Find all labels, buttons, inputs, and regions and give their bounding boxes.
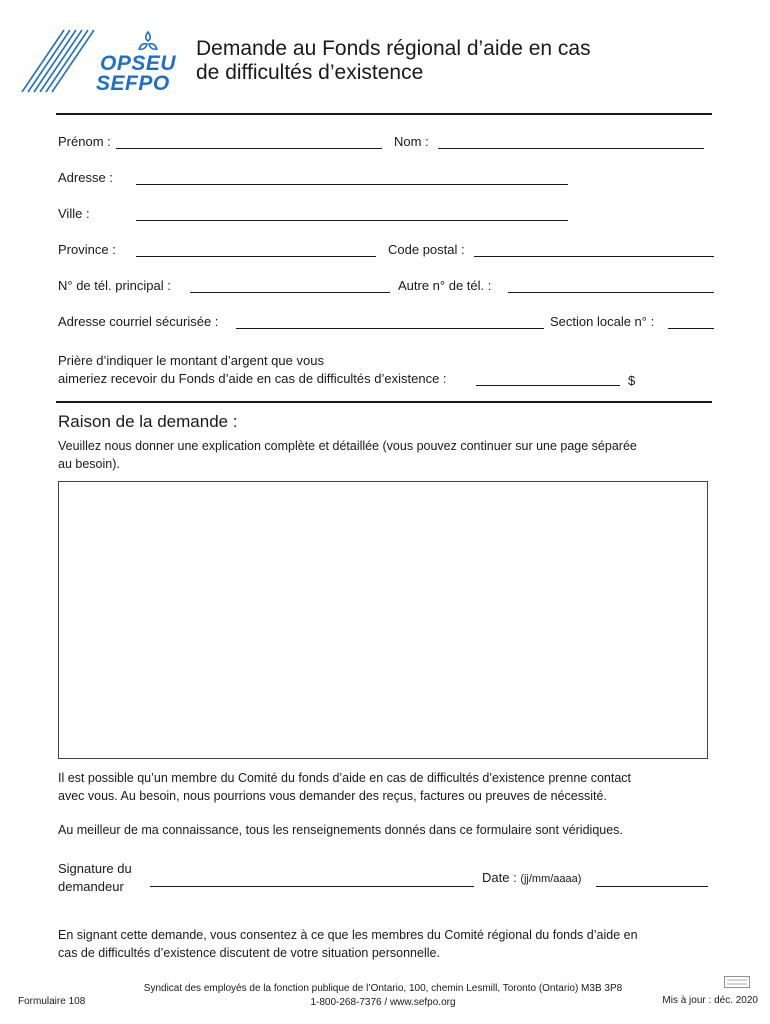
logo-stripes-icon: [20, 28, 100, 96]
updated-date: Mis à jour : déc. 2020: [662, 995, 758, 1006]
reason-instructions-line1: Veuillez nous donner une explication complète et détaillée (vous pouvez continuer sur une page séparée: [58, 439, 637, 453]
tel-principal-field[interactable]: [190, 280, 390, 293]
prenom-field[interactable]: [116, 136, 382, 149]
section-locale-field[interactable]: [668, 316, 714, 329]
signature-field[interactable]: [150, 874, 474, 887]
currency-symbol: $: [628, 373, 636, 388]
autre-tel-field[interactable]: [508, 280, 714, 293]
trillium-icon: [136, 30, 160, 54]
nom-field[interactable]: [438, 136, 704, 149]
union-label-icon: [724, 976, 750, 988]
adresse-label: Adresse :: [58, 170, 113, 185]
signature-label-line1: Signature du: [58, 861, 132, 876]
section-locale-label: Section locale n° :: [550, 314, 655, 329]
footer-address-line2: 1-800-268-7376 / www.sefpo.org: [310, 997, 456, 1008]
logo-sefpo: SEFPO: [96, 72, 170, 95]
date-label: [482, 870, 581, 887]
ville-label: Ville :: [58, 206, 90, 221]
code-postal-field[interactable]: [474, 244, 714, 257]
form-title-line1: Demande au Fonds régional d’aide en cas: [196, 37, 591, 60]
autre-tel-label: Autre n° de tél. :: [398, 278, 492, 293]
header-divider: [56, 113, 712, 115]
footer-address-line1: Syndicat des employés de la fonction publique de l’Ontario, 100, chemin Lesmill, Toronto (Ontario) M3B 3P8: [143, 983, 623, 994]
logo: [20, 28, 180, 96]
prenom-label: Prénom :: [58, 134, 111, 149]
date-field[interactable]: [596, 874, 708, 887]
province-field[interactable]: [136, 244, 376, 257]
tel-principal-label: N° de tél. principal :: [58, 278, 171, 293]
montant-field[interactable]: [476, 373, 620, 386]
date-format: (jj/mm/aaaa): [520, 873, 582, 885]
consent-line1: En signant cette demande, vous consentez à ce que les membres du Comité régional du fonds d’aide en: [58, 928, 638, 942]
notice-line1: Il est possible qu’un membre du Comité du fonds d’aide en cas de difficultés d’existence prenne contact: [58, 771, 632, 785]
section-divider: [56, 401, 712, 403]
adresse-field[interactable]: [136, 172, 568, 185]
courriel-field[interactable]: [236, 316, 544, 329]
date-label-text: Date :: [482, 870, 517, 885]
province-label: Province :: [58, 242, 116, 257]
signature-label-line2: demandeur: [58, 879, 124, 894]
reason-textbox[interactable]: [58, 481, 708, 759]
courriel-label: Adresse courriel sécurisée :: [58, 314, 219, 329]
ville-field[interactable]: [136, 208, 568, 221]
consent-line2: cas de difficultés d’existence discutent de votre situation personnelle.: [58, 946, 440, 960]
code-postal-label: Code postal :: [388, 242, 465, 257]
form-number: Formulaire 108: [18, 996, 86, 1007]
notice-line2: avec vous. Au besoin, nous pourrions vous demander des reçus, factures ou preuves de nécessité.: [58, 789, 607, 803]
reason-heading: Raison de la demande :: [58, 412, 238, 431]
reason-instructions-line2: au besoin).: [58, 457, 120, 471]
logo-opseu: OPSEU: [100, 52, 177, 75]
nom-label: Nom :: [394, 134, 429, 149]
montant-label-line1: Prière d’indiquer le montant d’argent que vous: [58, 353, 324, 368]
attestation-text: Au meilleur de ma connaissance, tous les renseignements donnés dans ce formulaire sont véridiques.: [58, 823, 623, 837]
form-title-line2: de difficultés d’existence: [196, 61, 424, 84]
montant-label-line2: aimeriez recevoir du Fonds d’aide en cas de difficultés d’existence :: [58, 371, 447, 386]
